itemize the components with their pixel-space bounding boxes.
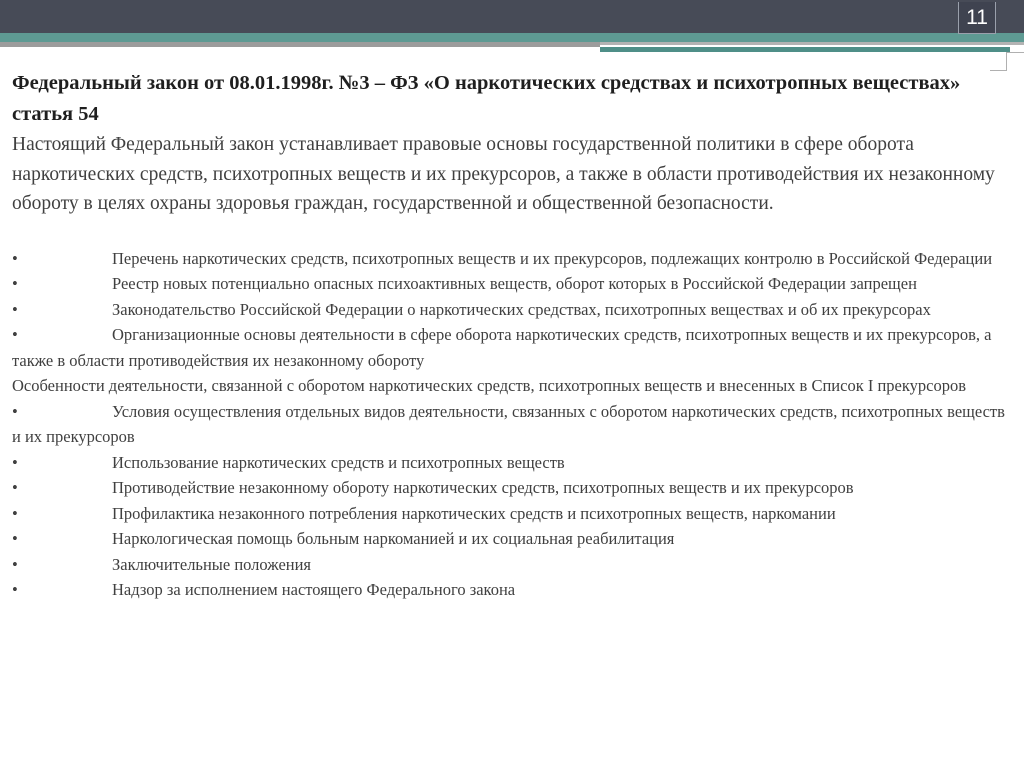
header-gray-band-right	[600, 42, 1024, 45]
list-item-text: Законодательство Российской Федерации о наркотических средствах, психотропных веществах и об их прекурсорах	[112, 299, 931, 319]
bullet: •	[12, 580, 18, 599]
list-item	[12, 399, 1012, 450]
list-item	[12, 552, 1012, 578]
corner-decoration-top	[1006, 52, 1024, 53]
slide-number: 11	[958, 2, 996, 34]
list-item	[12, 297, 1012, 323]
list-item-text: Наркологическая помощь больным наркоманией и их социальная реабилитация	[112, 529, 675, 548]
list-item-text: Перечень наркотических средств, психотропных веществ и их прекурсоров, подлежащих контролю в Российской Федерации	[112, 248, 993, 268]
header-bar	[0, 0, 1024, 33]
slide-content	[12, 68, 1012, 603]
list-item	[12, 577, 1012, 603]
list-item-text: Организационные основы деятельности в сфере оборота наркотических средств, психотропных веществ и их прекурсоров, а также в области противодействия их незаконному обороту	[12, 325, 992, 370]
bullet: •	[12, 325, 18, 344]
list-item-text: Заключительные положения	[112, 554, 312, 574]
list-item	[12, 475, 1012, 501]
list-item-text: Профилактика незаконного потребления наркотических средств и психотропных веществ, наркомании	[112, 503, 836, 523]
intro-paragraph: Настоящий Федеральный закон устанавливает правовые основы государственной политики в сфере оборота наркотических средств, психотропных веществ и их прекурсоров, а также в области противодействия их незаконному обороту в целях охраны здоровья граждан, государственной и общественной безопасности.	[12, 134, 995, 214]
bullet: •	[12, 554, 18, 574]
chapter-list	[12, 246, 1012, 603]
list-item	[12, 526, 1012, 552]
list-item-text: Особенности деятельности, связанной с оборотом наркотических средств, психотропных веществ и внесенных в Список I прекурсоров	[12, 376, 967, 395]
list-item	[12, 373, 1012, 399]
list-item	[12, 246, 1012, 272]
bullet: •	[12, 529, 18, 548]
list-item-text: Условия осуществления отдельных видов деятельности, связанных с оборотом наркотических средств, психотропных веществ и их прекурсоров	[12, 401, 1005, 446]
header-teal-strip	[600, 47, 1010, 52]
bullet: •	[12, 274, 18, 293]
bullet: •	[12, 248, 18, 268]
bullet: •	[12, 503, 18, 523]
bullet: •	[12, 478, 18, 497]
bullet: •	[12, 299, 18, 319]
list-item-text: Противодействие незаконному обороту наркотических средств, психотропных веществ и их прекурсоров	[112, 478, 854, 497]
header-gray-band	[0, 42, 600, 47]
bullet: •	[12, 401, 18, 421]
list-item	[12, 450, 1012, 476]
bullet: •	[12, 452, 18, 472]
slide-title: Федеральный закон от 08.01.1998г. №3 – ФЗ «О наркотических средствах и психотропных веществах» статья 54	[12, 72, 961, 125]
list-item-text: Использование наркотических средств и психотропных веществ	[112, 452, 565, 472]
list-item	[12, 271, 1012, 297]
list-item	[12, 501, 1012, 527]
list-item	[12, 322, 1012, 373]
list-item-text: Надзор за исполнением настоящего Федерального закона	[112, 580, 516, 599]
header-accent-band	[0, 33, 1024, 42]
list-item-text: Реестр новых потенциально опасных психоактивных веществ, оборот которых в Российской Федерации запрещен	[112, 274, 917, 293]
